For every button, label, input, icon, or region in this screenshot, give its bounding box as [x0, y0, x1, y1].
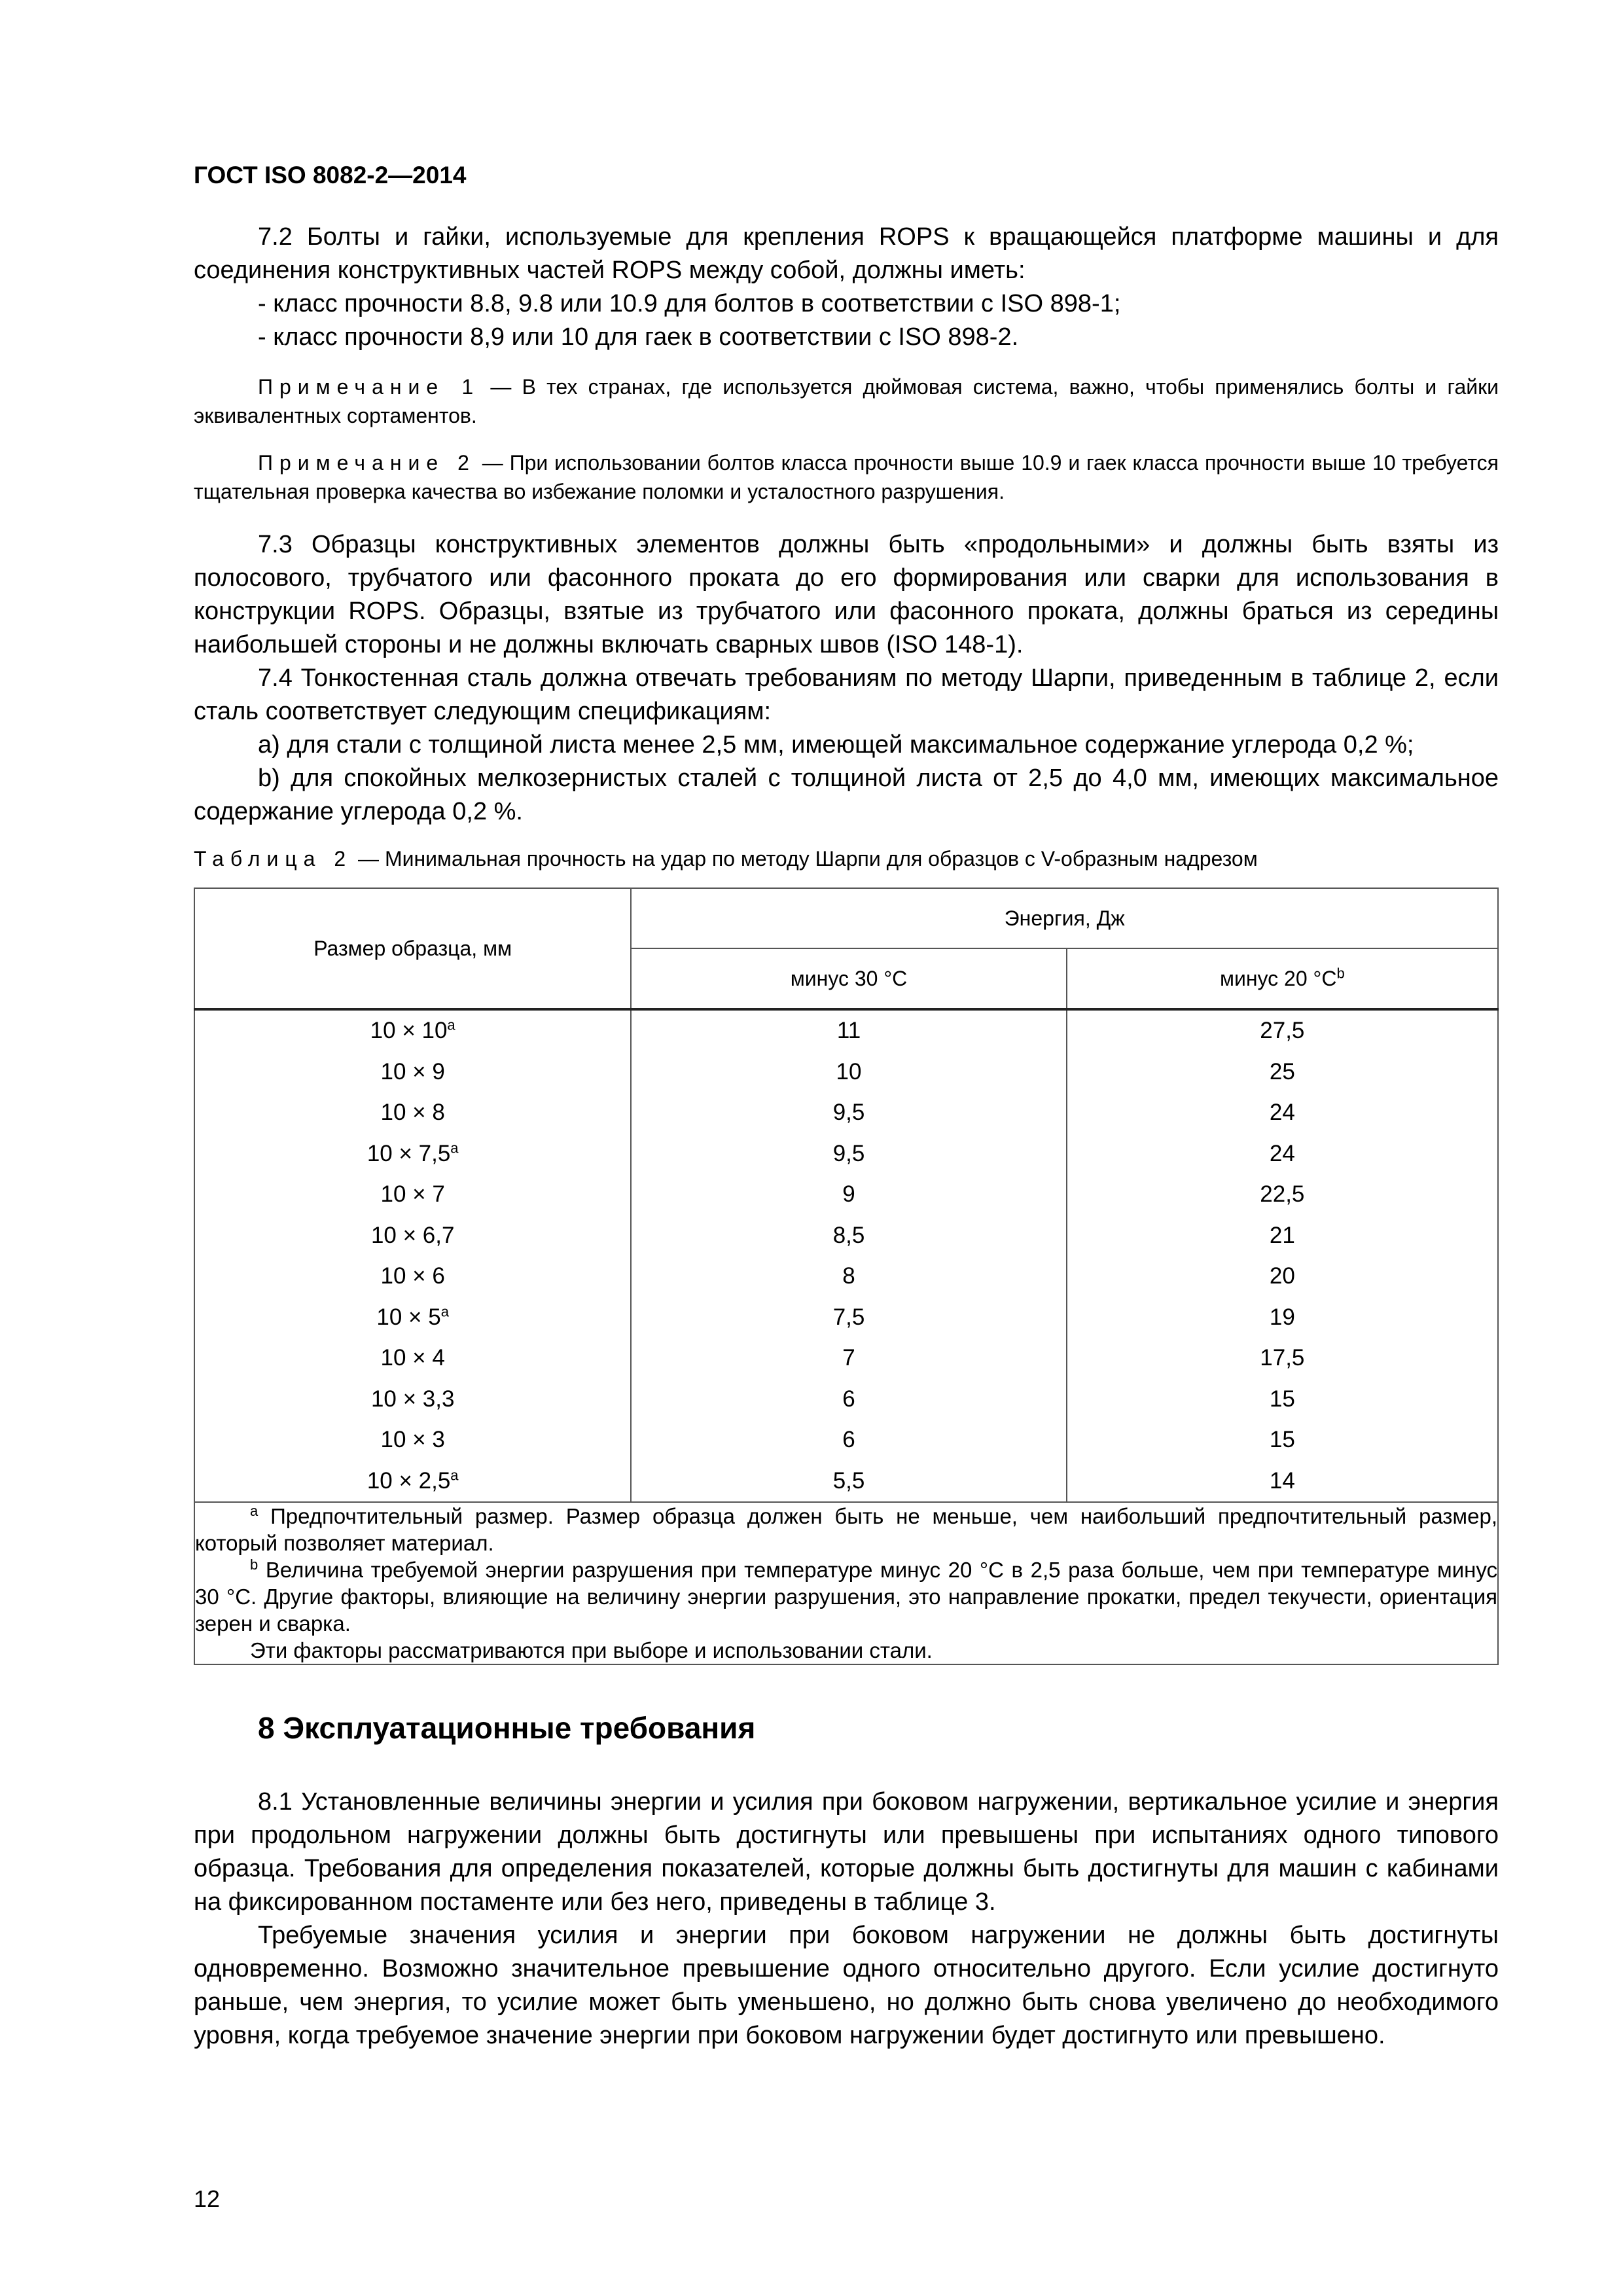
cell-energy-minus-20: 27,5: [1067, 1009, 1498, 1052]
specimen-size-value: 10 × 3,3: [370, 1386, 455, 1412]
cell-energy-minus-20: 14: [1067, 1461, 1498, 1503]
cell-energy-minus-20: 15: [1067, 1379, 1498, 1420]
header-minus-20: [1067, 948, 1498, 1009]
header-minus-30: минус 30 °C: [631, 948, 1066, 1009]
table-row: [194, 1134, 1498, 1175]
clause-8-1: 8.1 Установленные величины энергии и усилия при боковом нагружении, вертикальное усилие и энергия при продольном нагружении должны быть достигнуты или превышены при испытаниях одного типового образца. Требования для определения показателей, которые должны быть достигнуты для машин с кабинами на фиксированном постаменте или без него, приведены в таблице 3.: [194, 1788, 1499, 1916]
cell-energy-minus-20: 25: [1067, 1052, 1498, 1093]
footnote-b-text: Величина требуемой энергии разрушения при температуре минус 20 °C в 2,5 раза больше, чем при температуре минус 30 °C. Другие факторы, влияющие на величину энергии разрушения, это направление прокатки, предел текучести, ориентация зерен и сварка.: [195, 1558, 1497, 1636]
clause-7-4-item-a: a) для стали с толщиной листа менее 2,5 мм, имеющей максимальное содержание углерода 0,2 %;: [258, 731, 1414, 759]
note-1-label: Примечание 1: [258, 375, 480, 399]
specimen-size-value: 10 × 10: [370, 1018, 448, 1044]
header-specimen-size: Размер образца, мм: [194, 888, 631, 1009]
footnote-a-mark: a: [250, 1503, 259, 1519]
cell-energy-minus-20: 24: [1067, 1134, 1498, 1175]
cell-specimen-size: [194, 1174, 631, 1215]
header-energy: Энергия, Дж: [631, 888, 1498, 948]
note-2: [194, 448, 1499, 506]
cell-energy-minus-30: 5,5: [631, 1461, 1066, 1503]
table-row: [194, 1420, 1498, 1461]
table-caption-label: Таблица 2: [194, 847, 353, 870]
specimen-size-value: 10 × 3: [380, 1427, 445, 1453]
cell-energy-minus-20: 19: [1067, 1297, 1498, 1338]
table-footnotes: [194, 1502, 1498, 1664]
cell-specimen-size: [194, 1297, 631, 1338]
document-code: ГОСТ ISO 8082-2—2014: [194, 162, 467, 188]
cell-energy-minus-30: 10: [631, 1052, 1066, 1093]
cell-energy-minus-20: 20: [1067, 1256, 1498, 1297]
clause-7-4-item-b: b) для спокойных мелкозернистых сталей с толщиной листа от 2,5 до 4,0 мм, имеющих максимальное содержание углерода 0,2 %.: [194, 764, 1499, 825]
charpy-table: [194, 888, 1499, 1665]
cell-specimen-size: [194, 1420, 631, 1461]
cell-specimen-size: [194, 1215, 631, 1257]
cell-energy-minus-30: 11: [631, 1009, 1066, 1052]
cell-energy-minus-20: 21: [1067, 1215, 1498, 1257]
specimen-size-value: 10 × 7,5: [366, 1140, 451, 1166]
clause-7-4: 7.4 Тонкостенная сталь должна отвечать требованиям по методу Шарпи, приведенным в таблице 2, если сталь соответствует следующим спецификациям:: [194, 664, 1499, 725]
note-2-label: Примечание 2: [258, 451, 476, 475]
specimen-size-value: 10 × 7: [380, 1181, 445, 1208]
table-row: [194, 1215, 1498, 1257]
page-content: [194, 160, 1499, 2053]
specimen-size-value: 10 × 8: [380, 1100, 445, 1126]
cell-specimen-size: [194, 1092, 631, 1134]
page-number: 12: [194, 2185, 221, 2212]
table-row: [194, 1256, 1498, 1297]
cell-specimen-size: [194, 1052, 631, 1093]
clause-7-2-item-2: - класс прочности 8,9 или 10 для гаек в соответствии с ISO 898-2.: [258, 323, 1019, 351]
table-caption: [194, 844, 1499, 873]
footnote-b-mark: b: [250, 1556, 259, 1573]
specimen-size-value: 10 × 6: [380, 1263, 445, 1289]
clause-7-2-item-1: - класс прочности 8.8, 9.8 или 10.9 для болтов в соответствии с ISO 898-1;: [258, 290, 1121, 317]
cell-energy-minus-20: 17,5: [1067, 1338, 1498, 1379]
cell-energy-minus-30: 7,5: [631, 1297, 1066, 1338]
cell-energy-minus-30: 9: [631, 1174, 1066, 1215]
specimen-size-value: 10 × 4: [380, 1345, 445, 1371]
cell-energy-minus-20: 22,5: [1067, 1174, 1498, 1215]
cell-energy-minus-30: 7: [631, 1338, 1066, 1379]
table-row: [194, 1461, 1498, 1503]
table-header-row: [194, 888, 1498, 948]
preferred-size-mark: a: [440, 1303, 449, 1320]
footnote-b: [195, 1556, 1497, 1637]
table-footnotes-cell: [194, 1502, 1498, 1664]
specimen-size-value: 10 × 5: [376, 1304, 441, 1330]
cell-specimen-size: [194, 1009, 631, 1052]
cell-energy-minus-30: 9,5: [631, 1134, 1066, 1175]
specimen-size-value: 10 × 9: [380, 1058, 445, 1085]
clause-7-3: 7.3 Образцы конструктивных элементов должны быть «продольными» и должны быть взяты из полосового, трубчатого или фасонного проката до его формирования или сварки для использования в конструкции ROPS. Образцы, взятые из трубчатого или фасонного проката, должны браться из середины наибольшей стороны и не должны включать сварных швов (ISO 148-1).: [194, 531, 1499, 658]
note-1-text: — В тех странах, где используется дюймовая система, важно, чтобы применялись болты и гайки эквивалентных сортаментов.: [194, 375, 1499, 427]
table-caption-text: — Минимальная прочность на удар по методу Шарпи для образцов с V-образным надрезом: [352, 847, 1258, 870]
table-row: [194, 1092, 1498, 1134]
cell-energy-minus-20: 24: [1067, 1092, 1498, 1134]
cell-energy-minus-30: 9,5: [631, 1092, 1066, 1134]
table-row: [194, 1052, 1498, 1093]
table-body: [194, 1009, 1498, 1502]
cell-specimen-size: [194, 1134, 631, 1175]
cell-specimen-size: [194, 1461, 631, 1503]
cell-energy-minus-30: 8: [631, 1256, 1066, 1297]
preferred-size-mark: a: [450, 1467, 459, 1484]
table-row: [194, 1174, 1498, 1215]
specimen-size-value: 10 × 6,7: [370, 1222, 455, 1248]
header-minus-20-text: минус 20 °C: [1219, 966, 1337, 990]
note-2-text: — При использовании болтов класса прочности выше 10.9 и гаек класса прочности выше 10 требуется тщательная проверка качества во избежание поломки и усталостного разрушения.: [194, 451, 1499, 503]
footnote-c: Эти факторы рассматриваются при выборе и использовании стали.: [250, 1638, 933, 1662]
footnote-a-text: Предпочтительный размер. Размер образца должен быть не меньше, чем наибольший предпочтительный размер, который позволяет материал.: [195, 1504, 1497, 1555]
section-8-heading: 8 Эксплуатационные требования: [258, 1711, 756, 1745]
cell-energy-minus-20: 15: [1067, 1420, 1498, 1461]
cell-energy-minus-30: 8,5: [631, 1215, 1066, 1257]
table-row: [194, 1009, 1498, 1052]
note-1: [194, 372, 1499, 430]
cell-energy-minus-30: 6: [631, 1420, 1066, 1461]
cell-energy-minus-30: 6: [631, 1379, 1066, 1420]
table-row: [194, 1338, 1498, 1379]
cell-specimen-size: [194, 1338, 631, 1379]
table-row: [194, 1379, 1498, 1420]
preferred-size-mark: a: [450, 1139, 459, 1157]
specimen-size-value: 10 × 2,5: [366, 1467, 451, 1494]
clause-7-2: 7.2 Болты и гайки, используемые для крепления ROPS к вращающейся платформе машины и для соединения конструктивных частей ROPS между собой, должны иметь:: [194, 223, 1499, 284]
cell-specimen-size: [194, 1379, 631, 1420]
footnote-a: [195, 1503, 1497, 1556]
header-minus-20-footnote-mark: b: [1336, 964, 1345, 981]
clause-8-1-continued: Требуемые значения усилия и энергии при боковом нагружении не должны быть достигнуты одновременно. Возможно значительное превышение одного относительно другого. Если усилие достигнуто раньше, чем энергия, то усилие может быть уменьшено, но должно быть снова увеличено до необходимого уровня, когда требуемое значение энергии при боковом нагружении будет достигнуто или превышено.: [194, 1922, 1499, 2049]
cell-specimen-size: [194, 1256, 631, 1297]
preferred-size-mark: a: [447, 1016, 455, 1033]
table-row: [194, 1297, 1498, 1338]
